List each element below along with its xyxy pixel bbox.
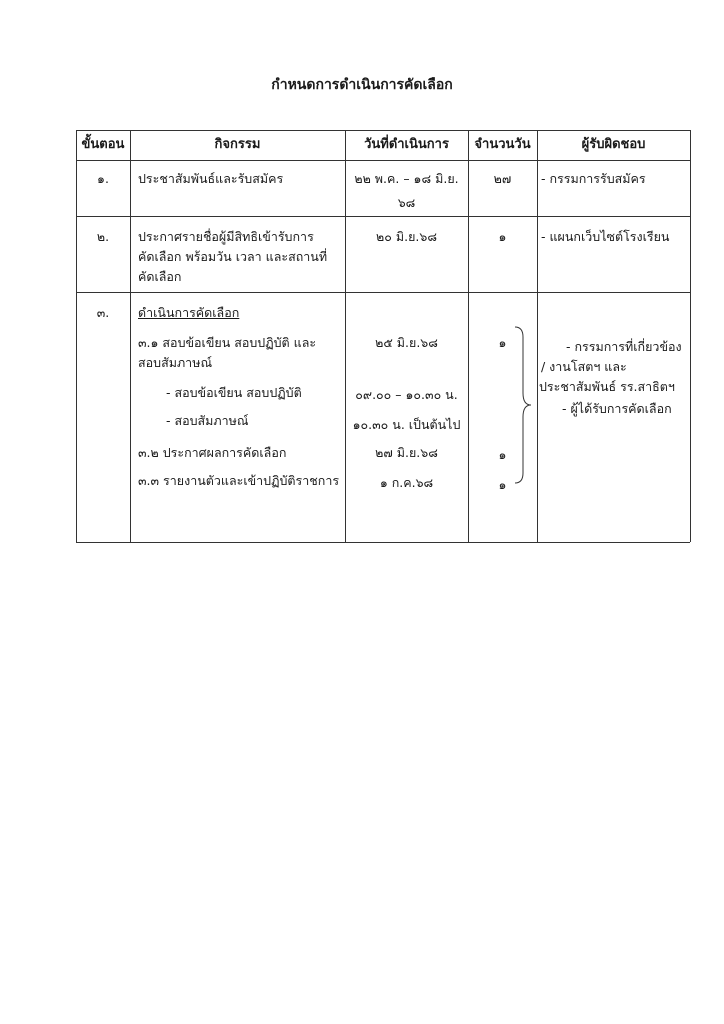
row3-sub1-days: ๑ [498, 335, 507, 350]
row2-activity-line1: ประกาศรายชื่อผู้มีสิทธิเข้ารับการ [138, 229, 314, 244]
row3-responsible-line3: ประชาสัมพันธ์ รร.สาธิตฯ [539, 379, 675, 394]
row1-days: ๒๗ [493, 171, 512, 186]
header-date: วันที่ดำเนินการ [364, 137, 449, 152]
row3-sub1-label-line2: สอบสัมภาษณ์ [138, 355, 213, 370]
row3-sub2-date: ๐๙.๐๐ – ๑๐.๓๐ น. [355, 387, 458, 402]
row3-responsible-line4: - ผู้ได้รับการคัดเลือก [562, 401, 672, 416]
row3-heading: ดำเนินการคัดเลือก [138, 305, 240, 320]
row3-sub4-days: ๑ [498, 447, 507, 462]
row3-sub3-date: ๑๐.๓๐ น. เป็นต้นไป [352, 417, 461, 432]
row2-step: ๒. [96, 229, 110, 244]
page-title: กำหนดการดำเนินการคัดเลือก [271, 77, 453, 93]
header-responsible: ผู้รับผิดชอบ [581, 137, 646, 152]
row3-responsible-line1: - กรรมการที่เกี่ยวข้อง [566, 339, 682, 354]
row3-sub5-date: ๑ ก.ค.๖๘ [379, 475, 434, 490]
row2-responsible: - แผนกเว็บไซต์โรงเรียน [541, 229, 670, 244]
row1-activity: ประชาสัมพันธ์และรับสมัคร [138, 171, 284, 186]
row3-sub4-label: ๓.๒ ประกาศผลการคัดเลือก [138, 445, 287, 460]
row3-step: ๓. [96, 305, 110, 320]
header-activity: กิจกรรม [214, 137, 261, 152]
row3-sub4-date: ๒๗ มิ.ย.๖๘ [375, 445, 438, 460]
row3-sub1-label-line1: ๓.๑ สอบข้อเขียน สอบปฏิบัติ และ [138, 335, 317, 350]
row2-days: ๑ [498, 229, 507, 244]
row2-activity-line2: คัดเลือก พร้อมวัน เวลา และสถานที่ [138, 249, 328, 264]
curly-brace-icon [513, 325, 533, 485]
header-days: จำนวนวัน [474, 137, 531, 152]
row3-sub5-days: ๑ [498, 477, 507, 492]
row1-step: ๑. [97, 171, 109, 186]
row3-sub5-label: ๓.๓ รายงานตัวและเข้าปฏิบัติราชการ [138, 473, 340, 488]
row1-responsible: - กรรมการรับสมัคร [541, 171, 646, 186]
row3-responsible-line2: / งานโสตฯ และ [541, 359, 627, 374]
row2-date: ๒๐ มิ.ย.๖๘ [376, 229, 437, 244]
row3-sub3-label: - สอบสัมภาษณ์ [166, 413, 249, 428]
row1-date-line1: ๒๒ พ.ค. – ๑๘ มิ.ย. [354, 171, 459, 186]
row2-activity-line3: คัดเลือก [138, 269, 182, 284]
row1-date-line2: ๖๘ [397, 195, 416, 210]
row3-sub1-date: ๒๕ มิ.ย.๖๘ [375, 335, 438, 350]
header-step: ขั้นตอน [81, 137, 125, 152]
row3-sub2-label: - สอบข้อเขียน สอบปฏิบัติ [166, 385, 302, 400]
